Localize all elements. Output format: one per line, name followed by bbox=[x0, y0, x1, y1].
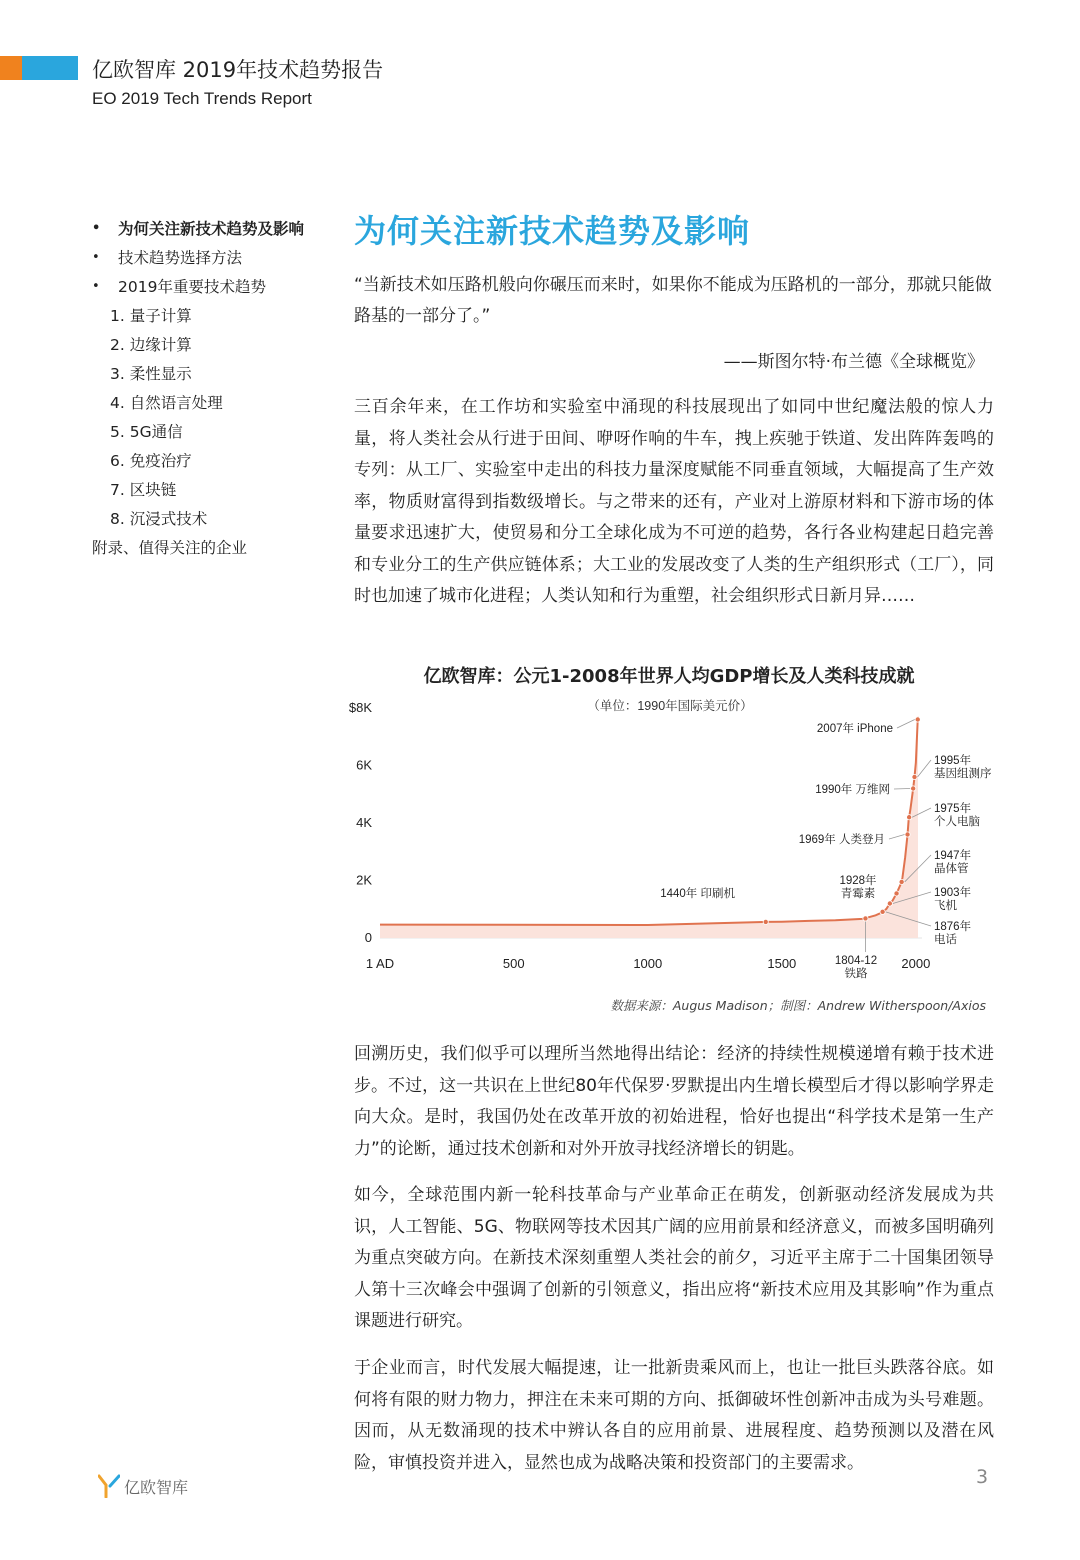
event-point bbox=[899, 879, 904, 884]
event-leader bbox=[918, 760, 931, 777]
event-label: 铁路 bbox=[844, 968, 868, 980]
toc-item-5g[interactable]: 5. 5G通信 bbox=[110, 423, 183, 441]
gdp-area bbox=[380, 717, 918, 938]
event-label: 基因组测序 bbox=[934, 768, 992, 780]
paragraph: 三百余年来，在工作坊和实验室中涌现的科技展现出了如同中世纪魔法般的惊人力量，将人类社会从行进于田间、咿呀作响的牛车，拽上疾驰于铁道、发出阵阵轰鸣的专列：从工厂、实验室中走出的科技力量深度赋能不同垂直领域，大幅提高了生产效率，物质财富得到指数级增长。与之带来的还有，产业对上游原材料和下游市场的体量要求迅速扩大，使贸易和分工全球化成为不可逆的趋势，各行各业构建起日趋完善和专业分工的生产供应链体系；大工业的发展改变了人类的生产组织形式（工厂），同时也加速了城市化进程；人类认知和行为重塑，社会组织形式日新月异…… bbox=[354, 397, 994, 606]
event-label: 1440年 印刷机 bbox=[660, 888, 735, 900]
event-label: 青霉素 bbox=[840, 888, 876, 900]
event-label: 1969年 人类登月 bbox=[798, 834, 885, 846]
event-label: 1928年 bbox=[839, 875, 877, 887]
toc-item-immunotherapy[interactable]: 6. 免疫治疗 bbox=[110, 452, 192, 470]
event-point bbox=[763, 919, 768, 924]
event-point bbox=[907, 815, 912, 820]
toc-item-selection-method[interactable]: • 技术趋势选择方法 bbox=[92, 247, 332, 276]
toc-item-key-trends[interactable]: • 2019年重要技术趋势 bbox=[92, 276, 332, 305]
y-tick-label: 2K bbox=[356, 872, 372, 888]
toc-item-edge[interactable]: 2. 边缘计算 bbox=[110, 336, 192, 354]
toc-item-nlp[interactable]: 4. 自然语言处理 bbox=[110, 394, 223, 412]
event-label: 电话 bbox=[934, 934, 957, 946]
gdp-chart bbox=[340, 690, 1020, 990]
toc-item-flexible-display[interactable]: 3. 柔性显示 bbox=[110, 365, 192, 383]
event-leader bbox=[889, 835, 905, 840]
event-point bbox=[905, 832, 910, 837]
toc-item-why-focus[interactable]: • 为何关注新技术趋势及影响 bbox=[92, 218, 332, 247]
table-of-contents bbox=[92, 218, 332, 566]
page-number: 3 bbox=[976, 1466, 989, 1488]
x-tick-label: 500 bbox=[502, 956, 525, 971]
header-accent-blue bbox=[22, 56, 78, 80]
toc-item-appendix[interactable]: 附录、值得关注的企业 bbox=[92, 539, 248, 557]
event-label: 飞机 bbox=[934, 900, 957, 912]
report-subtitle: EO 2019 Tech Trends Report bbox=[92, 89, 312, 108]
gdp-line bbox=[380, 717, 918, 925]
paragraph: 如今，全球范围内新一轮科技革命与产业革命正在萌发，创新驱动经济发展成为共识，人工智能、5G、物联网等技术因其广阔的应用前景和经济意义，而被多国明确列为重点突破方向。在新技术深刻重塑人类社会的前夕，习近平主席于二十国集团领导人第十三次峰会中强调了创新的引领意义，指出应将“新技术应用及其影响”作为重点课题进行研究。 bbox=[354, 1185, 994, 1331]
event-label: 1990年 万维网 bbox=[815, 784, 890, 796]
event-point bbox=[887, 901, 892, 906]
report-title: 亿欧智库 2019年技术趋势报告 bbox=[92, 58, 384, 82]
toc-item-blockchain[interactable]: 7. 区块链 bbox=[110, 481, 177, 499]
event-point bbox=[894, 891, 899, 896]
toc-item-immersive[interactable]: 8. 沉浸式技术 bbox=[110, 510, 208, 528]
x-tick-label: 1 AD bbox=[365, 956, 395, 971]
paragraph: 回溯历史，我们似乎可以理所当然地得出结论：经济的持续性规模递增有赖于技术进步。不过，这一共识在上世纪80年代保罗·罗默提出内生增长模型后才得以影响学界走向大众。是时，我国仍处在改革开放的初始进程，恰好也提出“科学技术是第一生产力”的论断，通过技术创新和对外开放寻找经济增长的钥匙。 bbox=[354, 1044, 994, 1159]
event-point bbox=[880, 909, 885, 914]
footer-logo-text: 亿欧智库 bbox=[124, 1477, 189, 1497]
logo-icon bbox=[98, 1474, 120, 1498]
header-accent-orange bbox=[0, 56, 22, 80]
event-label: 1903年 bbox=[934, 887, 972, 899]
event-point bbox=[915, 717, 920, 722]
event-label: 1975年 bbox=[934, 803, 972, 815]
event-leader bbox=[894, 789, 910, 790]
footer-logo bbox=[98, 1474, 188, 1498]
quote-text: “当新技术如压路机般向你碾压而来时，如果你不能成为压路机的一部分，那就只能做路基的一部分了。” bbox=[354, 275, 992, 326]
toc-item-quantum[interactable]: 1. 量子计算 bbox=[110, 307, 192, 325]
event-point bbox=[863, 916, 868, 921]
x-tick-label: 2000 bbox=[901, 956, 931, 971]
paragraph: 于企业而言，时代发展大幅提速，让一批新贵乘风而上，也让一批巨头跌落谷底。如何将有限的财力物力，押注在未来可期的方向、抵御破坏性创新冲击成为头号难题。因而，从无数涌现的技术中辨认各自的应用前景、进展程度、趋势预测以及潜在风险，审慎投资并进入，显然也成为战略决策和投资部门的主要需求。 bbox=[354, 1358, 994, 1473]
event-label: 1804-12 bbox=[834, 955, 878, 967]
y-tick-label: 4K bbox=[356, 815, 372, 830]
event-leader bbox=[897, 720, 915, 729]
event-label: 晶体管 bbox=[934, 863, 969, 875]
event-label: 1876年 bbox=[934, 921, 972, 933]
y-tick-label: 0 bbox=[364, 930, 372, 945]
y-tick-label: $8K bbox=[348, 700, 372, 715]
chart-title: 亿欧智库：公元1-2008年世界人均GDP增长及人类科技成就 bbox=[423, 666, 915, 687]
section-title: 为何关注新技术趋势及影响 bbox=[354, 212, 751, 250]
event-label: 1995年 bbox=[934, 755, 972, 767]
event-label: 个人电脑 bbox=[934, 816, 980, 828]
chart-unit-label: （单位：1990年国际美元价） bbox=[587, 699, 753, 713]
event-point bbox=[912, 774, 917, 779]
event-point bbox=[911, 786, 916, 791]
quote-source: ——斯图尔特·布兰德《全球概览》 bbox=[723, 352, 984, 372]
event-label: 2007年 iPhone bbox=[816, 723, 893, 735]
y-tick-label: 6K bbox=[356, 757, 372, 773]
chart-source: 数据来源：Augus Madison；制图：Andrew Witherspoon/Axios bbox=[610, 998, 986, 1013]
event-label: 1947年 bbox=[934, 850, 972, 862]
x-tick-label: 1000 bbox=[633, 956, 663, 971]
x-tick-label: 1500 bbox=[767, 956, 797, 971]
